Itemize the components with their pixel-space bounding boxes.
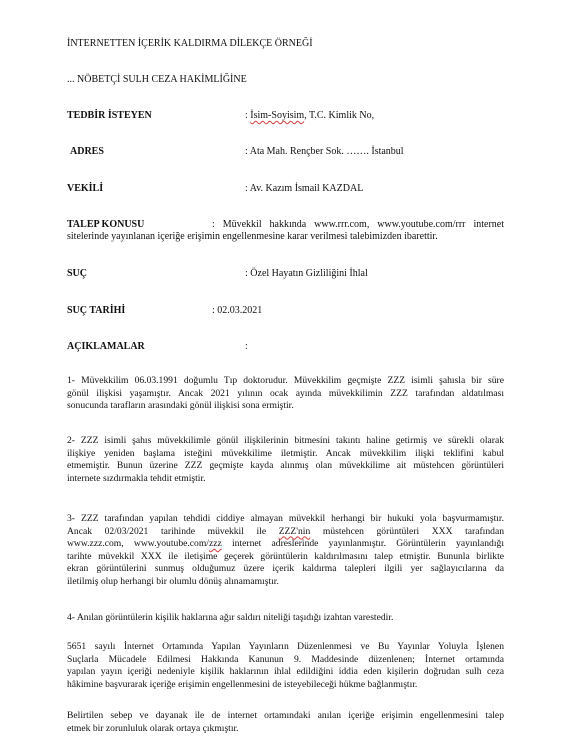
paragraph-line: Belirtilen sebep ve dayanak ile de internet ortamındaki anılan içeriğe erişimin engellenmesini talep [67,710,504,721]
paragraph-5 [67,641,504,691]
address-value: : Ata Mah. Rençber Sok. ……. İstanbul [245,146,404,157]
attorney-label: VEKİLİ [67,183,104,194]
paragraph-6 [67,710,504,735]
paragraph-line: Suçlarla Mücadele Edilmesi Hakkında Kanunun 9. Maddesinde düzenlenen; İnternet ortamında [67,653,504,665]
subject-line-1: : Müvekkil hakkında www.rrr.com, www.youtube.com/rrr internet [212,219,504,230]
crime-date-label: SUÇ TARİHİ [67,305,126,316]
address-label: ADRES [70,146,104,157]
paragraph-line: ekran görüntülerini sunmuş olduğumuz üzere içerik kaldırma talepleri ilgili yer sağlayıcılarına da [67,563,504,574]
paragraph-line: sonucunda tarafların arasındaki gönül ilişkisi sona ermiştir. [67,400,294,411]
explanations-label: AÇIKLAMALAR [67,341,145,352]
document-title: İNTERNETTEN İÇERİK KALDIRMA DİLEKÇE ÖRNEĞİ [67,38,313,49]
crime-date-value: : 02.03.2021 [212,305,263,316]
paragraph-line [67,538,504,551]
requester-label: TEDBİR İSTEYEN [67,110,152,121]
paragraph-line: 2- ZZZ isimli şahıs müvekkilimle gönül ilişkilerinin bitmesini takıntı haline getirmiş ve sürekli olarak [67,435,504,446]
subject-label: TALEP KONUSU [67,219,145,230]
paragraph-fragment: Ancak 02/03/2021 tarihinde müvekkil ile [67,525,279,537]
paragraph-line: 1- Müvekkilim 06.03.1991 doğumlu Tıp doktorudur. Müvekkilim geçmişte ZZZ isimli şahısla bir süre [67,375,504,386]
paragraph-line: ilişkiye yeniden başlama isteğini müvekkilime iletmiştir. Ancak müvekkilim ilişki teklifini kabul [67,447,504,459]
paragraph-line: 5651 sayılı İnternet Ortamında Yapılan Yayınların Düzenlenmesi ve Bu Yayınlar Yoluyla İşlenen [67,641,504,652]
explanations-colon: : [245,341,248,352]
paragraph-line: etmemiştir. Bunun üzerine ZZZ geçmişte kayda alınmış olan müvekkilime ait müstehcen görüntüleri [67,460,504,471]
paragraph-fragment: internet adreslerinde yayınlanmıştır. Görüntülerin yayınlandığı [221,538,504,549]
paragraph-fragment: www.zzz.com, www.youtube.com/ [67,538,209,549]
misspelled-word: zzz [208,538,222,549]
paragraph-2 [67,435,504,485]
paragraph-line: yapılan yayın içeriği nedeniyle kişilik haklarının ihlal edildiğini iddia eden kişilerin doğrudan sulh ceza [67,666,504,677]
court-heading: ... NÖBETÇİ SULH CEZA HAKİMLİĞİNE [67,74,247,85]
paragraph-line: etmek bir zorunluluk olarak ortaya çıkmıştır. [67,722,239,734]
requester-id: , T.C. Kimlik No, [304,110,375,121]
paragraph-3 [67,513,504,588]
paragraph-line [67,526,504,539]
paragraph-line: iletilmiş olup herhangi bir olumlu dönüş alınamamıştır. [67,575,279,587]
paragraph-4 [67,612,504,625]
paragraph-line: gönül ilişkisi yaşamıştır. Ancak 2021 yılının ocak ayında müvekkilimin ZZZ tarafından aldatılması [67,387,504,399]
requester-name: İsim-Soyisim [250,110,305,121]
misspelled-word: ZZZ'nin [278,525,311,537]
paragraph-line: internete sızdırmakla tehdit etmiştir. [67,472,206,484]
attorney-value: : Av. Kazım İsmail KAZDAL [245,183,364,194]
paragraph-line: 4- Anılan görüntülerin kişilik haklarına ağır saldırı niteliği taşıdığı izahtan varestedir. [67,612,394,623]
paragraph-1 [67,375,504,413]
crime-label: SUÇ [67,268,88,279]
paragraph-fragment: müstehcen görüntüleri XXX tarafından [310,525,504,537]
paragraph-line: tarihte müvekkil XXX ile iletişime geçerek görüntülerin kaldırılmasını talep etmiştir. Bununla birlikte [67,550,504,562]
paragraph-line: hâkimine başvurarak içeriğe erişimin engellenmesini de isteyebileceği hükme bağlanmıştır. [67,678,418,690]
crime-value: : Özel Hayatın Gizliliğini İhlal [245,268,368,279]
subject-line-2: sitelerinde yayınlanan içeriğe erişimin engellenmesine karar verilmesi talebimizden ibarettir. [67,231,438,242]
paragraph-line: 3- ZZZ tarafından yapılan tehdidi ciddiye almayan müvekkil herhangi bir hukuki yola başvurmamıştır. [67,513,504,524]
requester-value: : İsim-Soyisim, T.C. Kimlik No, [245,110,375,121]
